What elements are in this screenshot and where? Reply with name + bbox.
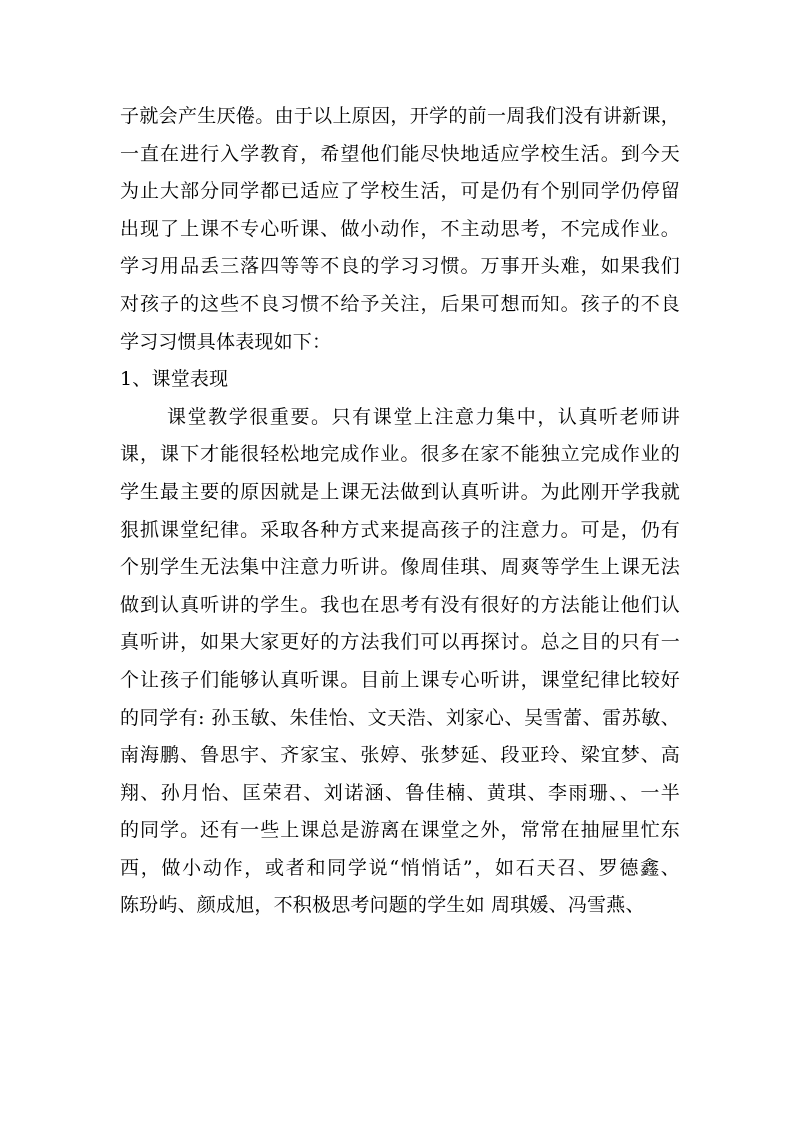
text-line: 狠抓课堂纪律。采取各种方式来提高孩子的注意力。可是，仍有 [120, 518, 680, 541]
text-line: 西，做小动作，或者和同学说“悄悄话”，如石天召、罗德鑫、 [120, 856, 680, 879]
text-line: 学习习惯具体表现如下： [120, 330, 332, 353]
text-line: 真听讲，如果大家更好的方法我们可以再探讨。总之目的只有一 [120, 631, 680, 654]
text-line: 南海鹏、鲁思宇、齐家宝、张婷、张梦延、段亚玲、梁宜梦、高 [120, 744, 680, 767]
text-line: 一直在进行入学教育，希望他们能尽快地适应学校生活。到今天 [120, 142, 680, 165]
text-line: 课，课下才能很轻松地完成作业。很多在家不能独立完成作业的 [120, 443, 680, 466]
paragraph-intro [120, 98, 680, 361]
text-line: 对孩子的这些不良习惯不给予关注，后果可想而知。孩子的不良 [120, 292, 680, 315]
text-line: 子就会产生厌倦。由于以上原因，开学的前一周我们没有讲新课， [120, 105, 680, 127]
document-body [120, 98, 680, 925]
text-line: 学生最主要的原因就是上课无法做到认真听讲。为此刚开学我就 [120, 480, 680, 503]
paragraph-classroom [120, 399, 680, 925]
text-line: 的同学。还有一些上课总是游离在课堂之外，常常在抽屉里忙东 [120, 819, 680, 842]
section-heading: 1、课堂表现 [120, 368, 229, 391]
text-line: 个别学生无法集中注意力听讲。像周佳琪、周爽等学生上课无法 [120, 556, 680, 579]
text-line: 学习用品丢三落四等等不良的学习习惯。万事开头难，如果我们 [120, 255, 680, 278]
text-line: 课堂教学很重要。只有课堂上注意力集中，认真听老师讲 [167, 405, 680, 428]
text-line: 翔、孙月怡、匡荣君、刘诺涵、鲁佳楠、黄琪、李雨珊、、一半 [120, 781, 680, 804]
text-line: 的同学有: 孙玉敏、朱佳怡、文天浩、刘家心、吴雪蕾、雷苏敏、 [120, 706, 680, 729]
text-line: 做到认真听讲的学生。我也在思考有没有很好的方法能让他们认 [120, 593, 680, 616]
text-line: 为止大部分同学都已适应了学校生活，可是仍有个别同学仍停留 [120, 180, 680, 203]
text-line: 陈玢屿、颜成旭，不积极思考问题的学生如 周琪媛、冯雪燕、 [120, 894, 645, 917]
text-line: 出现了上课不专心听课、做小动作，不主动思考，不完成作业。 [120, 217, 680, 240]
text-line: 个让孩子们能够认真听课。目前上课专心听讲，课堂纪律比较好 [120, 668, 680, 691]
